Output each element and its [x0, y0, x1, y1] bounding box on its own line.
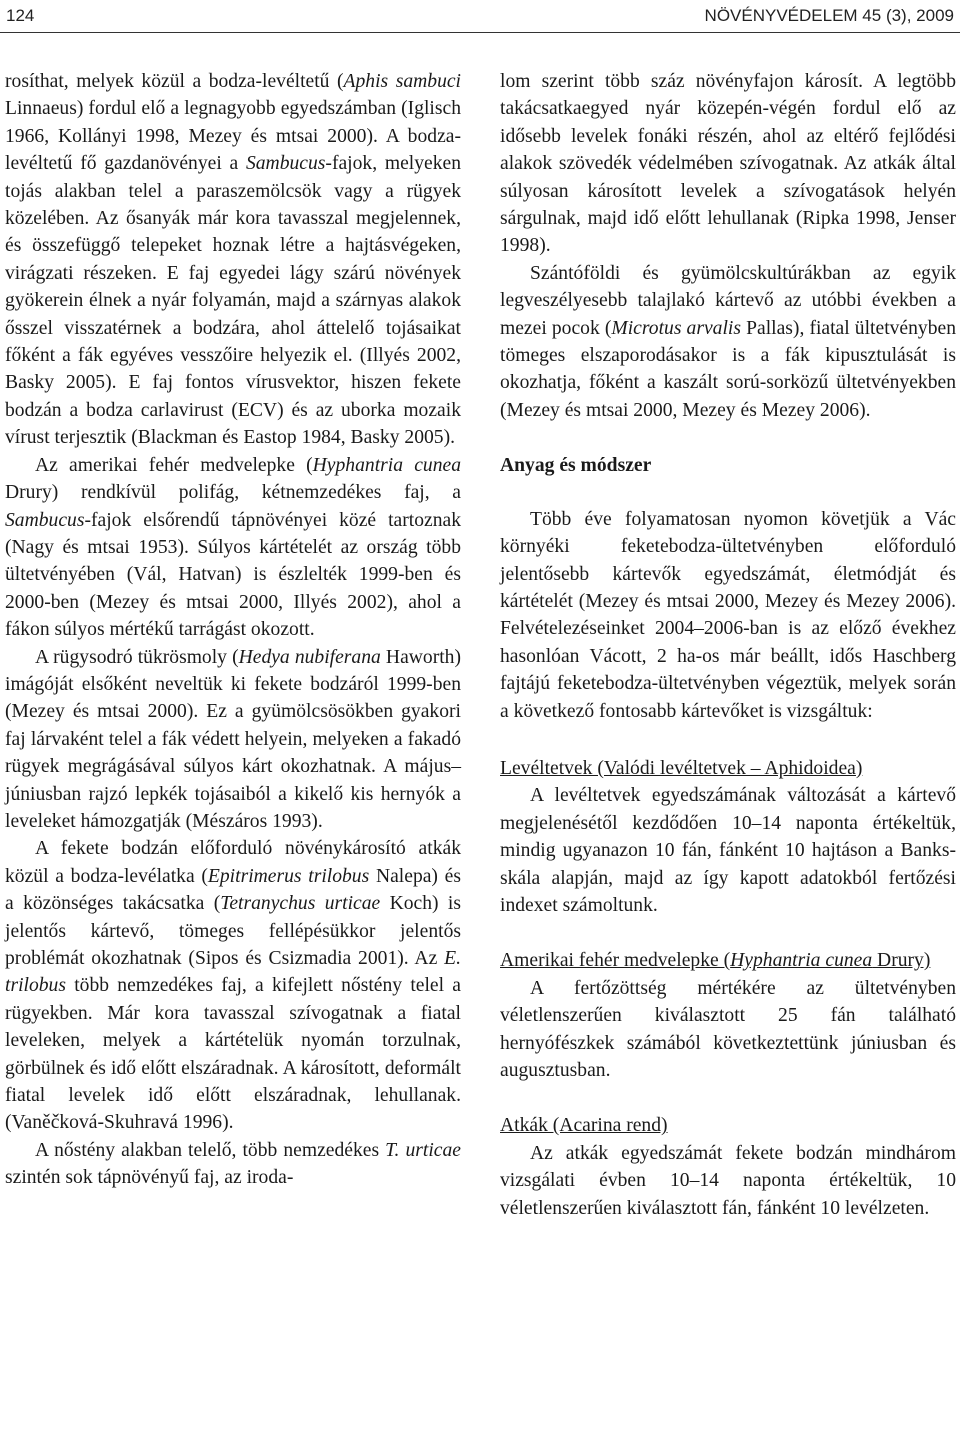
paragraph-mites-method: Az atkák egyedszámát fekete bodzán mindhárom vizsgálati évben 10–14 naponta értékeltük, 10 véletlenszerűen kiválasztott fán, fánként 10 levélzeten. — [500, 1142, 956, 1219]
paragraph-microtus: Szántóföldi és gyümölcskultúrákban az egyik legveszélyesebb talajlakó kártevő az utóbbi években a mezei pocok (Microtus arvalis Pallas), fiatal ültetvényben tömeges elszaporodásakor is a fák kipusztulását is okozhatja, főként a kaszált sorú-sorközű ültetvényekben (Mezey és mtsai 2000, Mezey és Mezey 2006). — [500, 262, 957, 421]
section-heading-methods: Anyag és módszer — [500, 455, 652, 477]
subheading-mites: Atkák (Acarina rend) — [500, 1115, 668, 1137]
paragraph-hyphantria: Az amerikai fehér medvelepke (Hyphantria cunea Drury) rendkívül polifág, kétnemzedékes faj, a Sambucus-fajok elsőrendű tápnövényei közé tartoznak (Nagy és mtsai 1953). Súlyos kártételét az ország több ültetvényében (Vál, Hatvan) is észlelték 1999-ben és 2000-ben (Mezey és mtsai 2000, Illyés 2002), ahol a fákon súlyos mértékű tarrágást okozott. — [5, 454, 461, 641]
running-header — [0, 0, 960, 34]
subheading-aphids: Levéltetvek (Valódi levéltetvek – Aphidoidea) — [500, 757, 863, 779]
paragraph-mites: A fekete bodzán előforduló növénykárosító atkák közül a bodza-levélatka (Epitrimerus trilobus Nalepa) és a közönséges takácsatka (Tetranychus urticae Koch) is jelentős kártevő, tömeges fellépésükkor jelentős problémát okozhatnak (Sipos és Csizmadia 2001). Az E. trilobus több nemzedékes faj, a kifejlett nőstény telel a rügyekben. Már kora tavasszal szívogatnak a fiatal leveleken, melyek a kártételük nyomán torzulnak, görbülnek és idő előtt elszáradnak. A károsított, deformált fiatal levelek idő előtt elszáradnak, lehullanak. (Vaněčková-Skuhravá 1996). — [5, 838, 461, 1134]
paragraph-tetranychus: A nőstény alakban telelő, több nemzedékes T. urticae szintén sok tápnövényű faj, az iroda- — [5, 1139, 461, 1189]
header-rule — [0, 32, 960, 33]
paragraph-hedya: A rügysodró tükrösmoly (Hedya nubiferana Haworth) imágóját elsőként neveltük ki fekete bodzáról 1999-ben (Mezey és mtsai 2000). Ez a gyümölcsösökben gyakori faj lárvaként telel a fák védett helyein, melyeken a fakadó rügyek megrágásával súlyos kárt okozhatnak. A május–júniusban rajzó lepkék tojásaiból a kikelő kis hernyók a leveleket hámozgatják (Mészáros 1993). — [5, 646, 462, 832]
subheading-hyphantria: Amerikai fehér medvelepke (Hyphantria cunea Drury) — [500, 950, 931, 972]
page-number: 124 — [6, 6, 35, 25]
paragraph-aphis: rosíthat, melyek közül a bodza-levéltetű (Aphis sambuci Linnaeus) fordul elő a legnagyobb egyedszámban (Iglisch 1966, Kollányi 1998, Mezey és mtsai 2000). A bodza-levéltetű fő gazdanövényei a Sambucus-fajok, melyeken tojás alakban telel a paraszemölcsök vagy a rügyek közelében. Az ősanyák már kora tavasszal megjelennek, és összefüggő telepeket hoznak létre a hajtásvégeken, virágzati részeken. E faj egyedei lágy szárú növények gyökerein élnek a nyár folyamán, majd a szárnyas alakok ősszel visszatérnek a bodzára, ahol áttelelő tojásaikat főként a fák egyéves vesszőire helyezik el. (Illyés 2002, Basky 2005). E faj fontos vírusvektor, hiszen fekete bodzán a bodza carlavirust (ECV) és az uborka mozaik vírust terjesztik (Blackman és Eastop 1984, Basky 2005). — [5, 71, 462, 449]
paragraph-aphids-method: A levéltetvek egyedszámának változását a kártevő megjelenésétől kezdődően 10–14 naponta értékeltük, mindig ugyanazon 10 fán, fánként 10 hajtáson a Banks-skála alapján, majd az így kapott adatokból fertőzési indexet számoltunk. — [500, 785, 956, 916]
right-column — [500, 68, 956, 1222]
paragraph-methods: Több éve folyamatosan nyomon követjük a Vác környéki feketebodza-ültetvényben előforduló jelentősebb kártevők egyedszámát, életmódját és kártételét (Mezey és mtsai 2000, Mezey és Mezey 2006). Felvételezéseinket 2004–2006-ban is az előző évekhez hasonlóan Vácott, 2 ha-os már beállt, idős Haschberg fajtájú feketebodza-ültetvényben végeztük, melyek során a következő fontosabb kártevőket is vizsgáltuk: — [500, 508, 956, 722]
left-column — [5, 68, 461, 1192]
journal-citation: NÖVÉNYVÉDELEM 45 (3), 2009 — [704, 6, 954, 25]
paragraph-hyphantria-method: A fertőzöttség mértékére az ültetvényben véletlenszerűen kiválasztott 25 fán található hernyófészkek számából következtettünk júniusban és augusztusban. — [500, 977, 956, 1081]
paragraph-tetranychus-cont: lom szerint több száz növényfajon károsít. A legtöbb takácsatkaegyed nyár közepén-végén fordul elő az idősebb levelek fonáki részén, ahol az eltérő fejlődési alakok szövedék védelmében szívogatnak. Az atkák által súlyosan károsított levelek a szívogatások helyén sárgulnak, majd idő előtt lehullanak (Ripka 1998, Jenser 1998). — [500, 71, 956, 257]
